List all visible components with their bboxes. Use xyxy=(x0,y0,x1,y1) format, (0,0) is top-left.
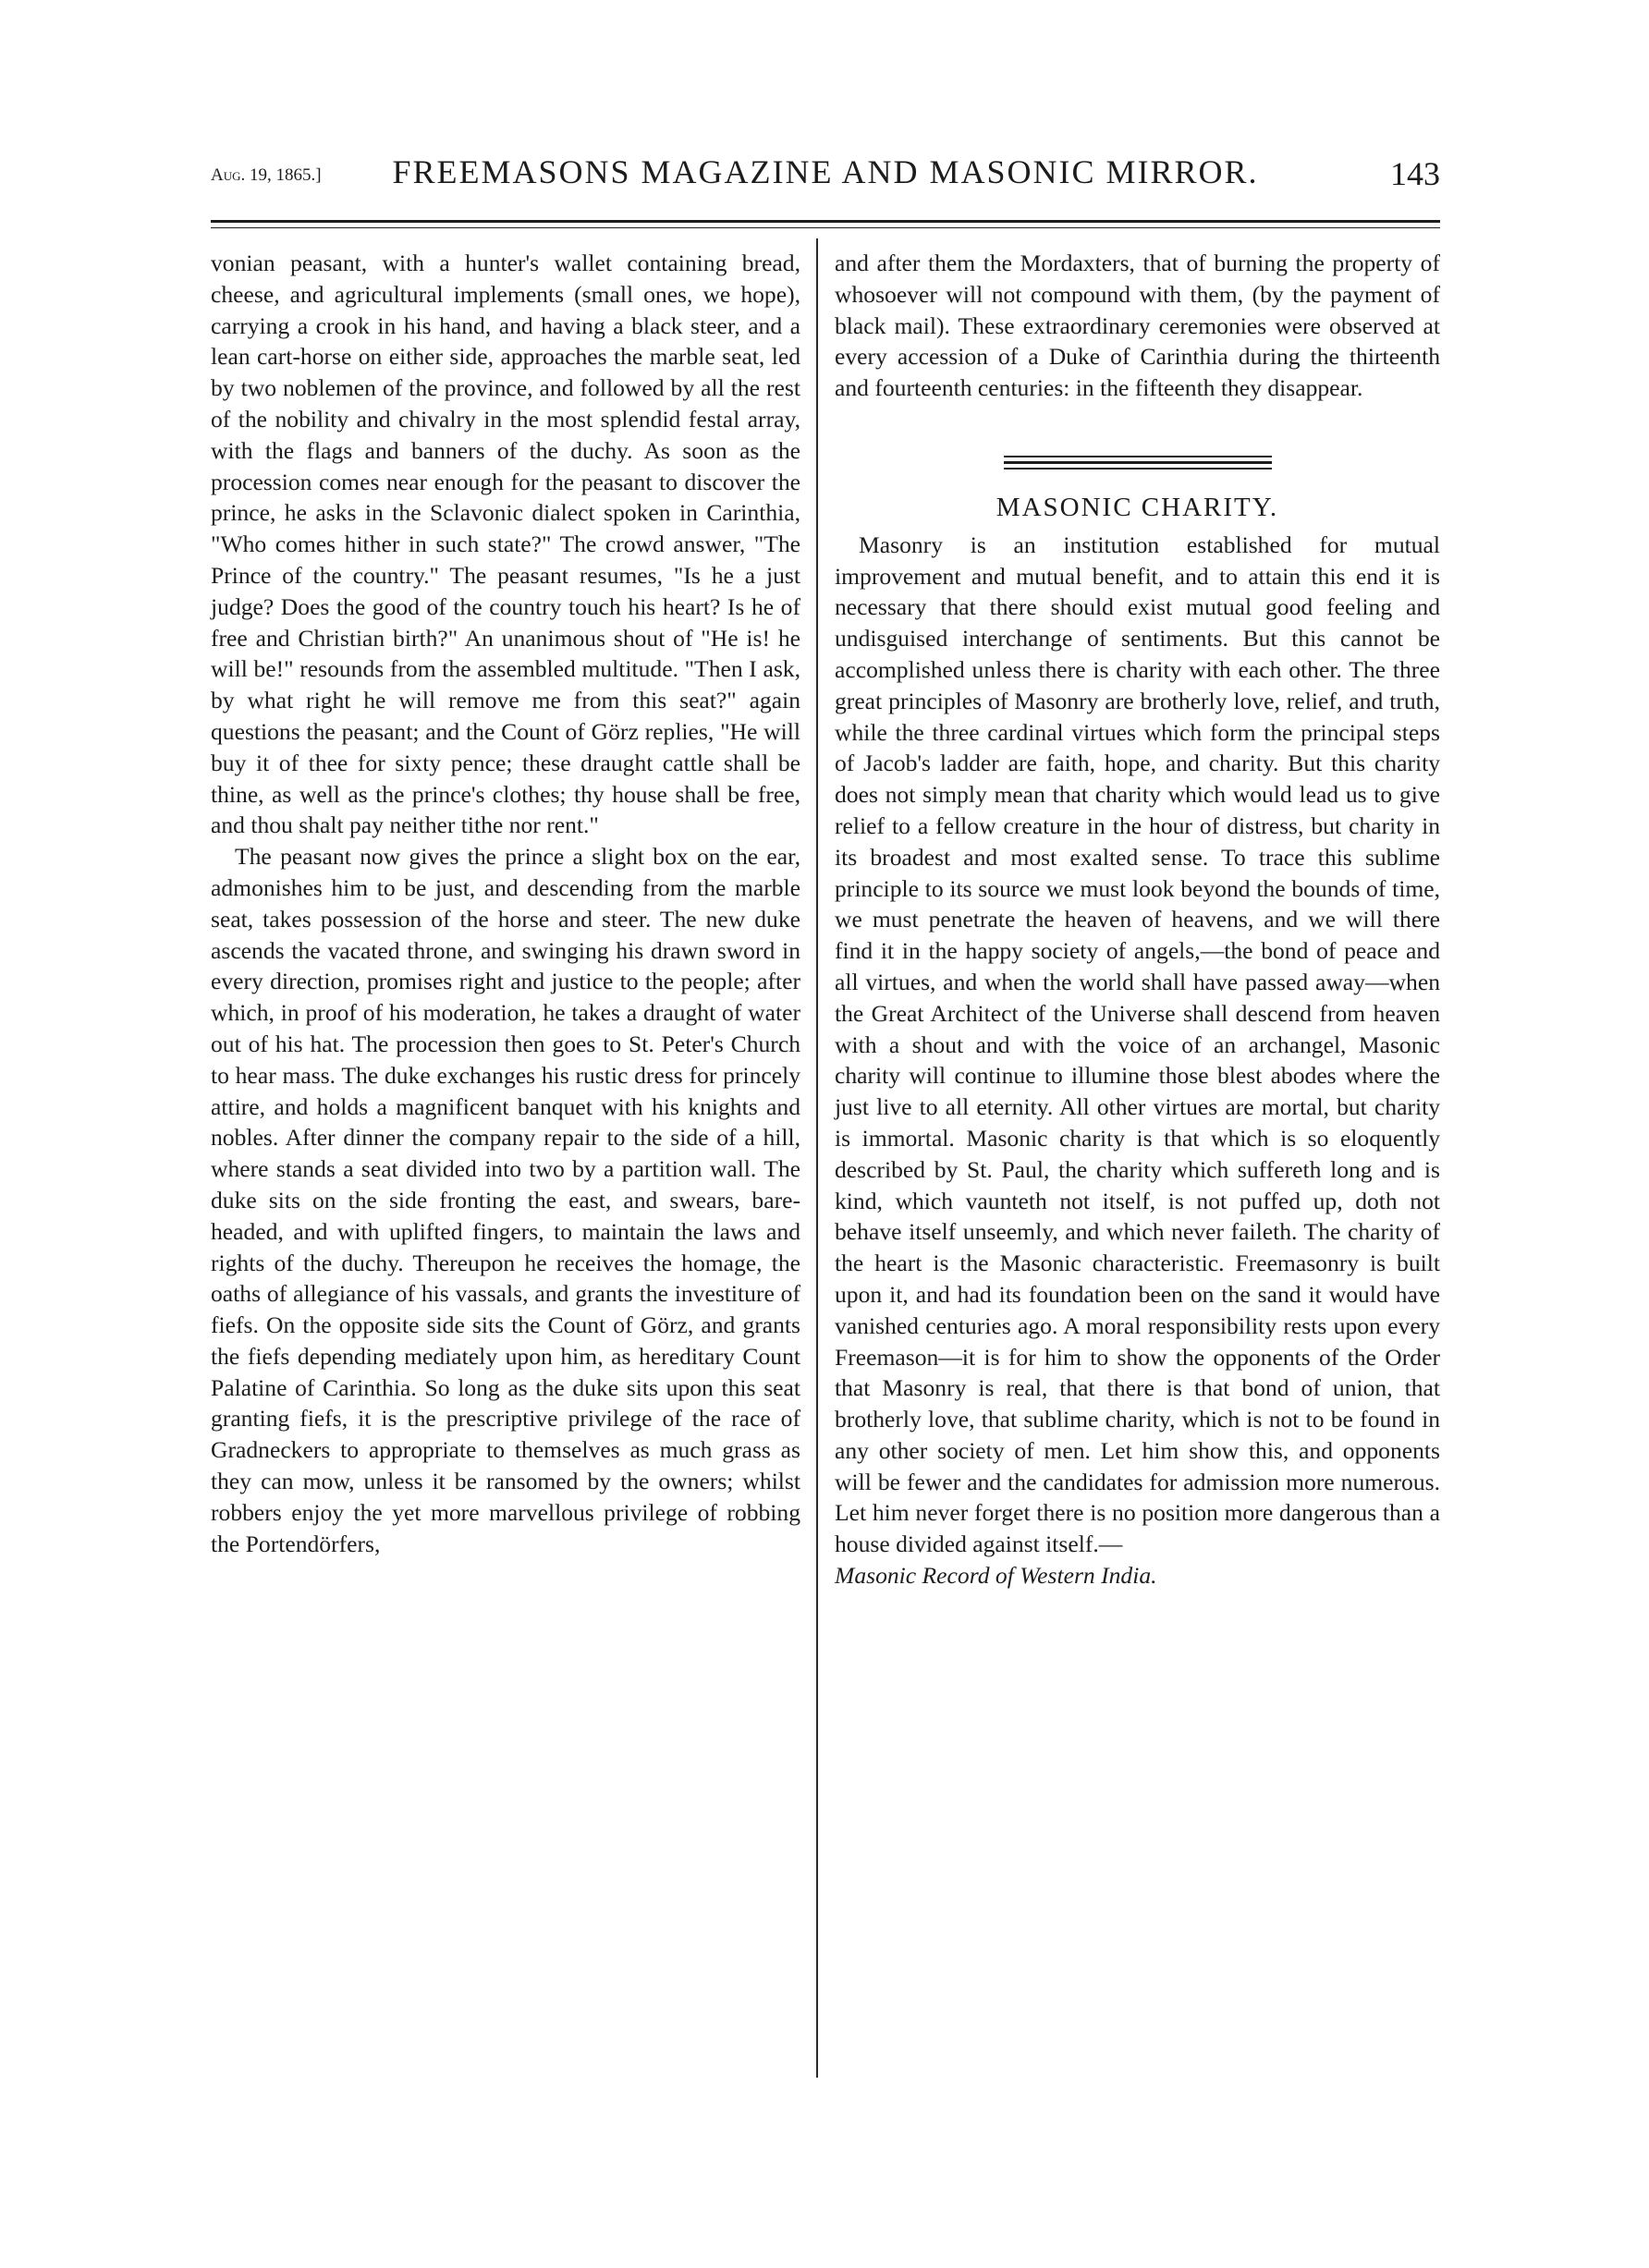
issue-date: Aug. 19, 1865.] xyxy=(211,165,322,185)
section-divider-ornament xyxy=(1004,456,1272,470)
publication-title: FREEMASONS MAGAZINE AND MASONIC MIRROR. xyxy=(392,153,1259,190)
column-divider xyxy=(816,238,818,2078)
article-body: Masonry is an institution established for mutual improvement and mutual benefit, and to attain this end it is necessary that there should exist mutual good feeling and undisguised interchange of sentiments. But this cannot be accomplished unless there is charity with each other. The three great principles of Masonry are brotherly love, relief, and truth, while the three cardinal virtues which form the principal steps of Jacob's ladder are faith, hope, and charity. But this charity does not simply mean that charity which would lead us to give relief to a fellow creature in the hour of distress, but charity in its broadest and most exalted sense. To trace this sublime principle to its source we must look beyond the bounds of time, we must penetrate the heaven of heavens, and we will there find it in the happy society of angels,—the bond of peace and all virtues, and when the world shall have passed away—when the Great Architect of the Universe shall descend from heaven with a shout and with the voice of an archangel, Masonic charity will continue to illumine those blest abodes where the just live to all eternity. All other virtues are mortal, but charity is immortal. Masonic charity is that which is so eloquently described by St. Paul, the charity which suffereth long and is kind, which vaunteth not itself, is not puffed up, doth not behave itself unseemly, and which never faileth. The charity of the heart is the Masonic characteristic. Freemasonry is built upon it, and had its foundation been on the sand it would have vanished centuries ago. A moral responsibility rests upon every Freemason—it is for him to show the opponents of the Order that Masonry is real, that there is that bond of union, that brotherly love, that sublime charity, which is not to be found in any other society of men. Let him show this, and opponents will be fewer and the candidates for admission more numerous. Let him never forget there is no position more dangerous than a house divided against itself.— xyxy=(835,530,1440,1558)
article-paragraph xyxy=(835,530,1440,1591)
header-rule-thin xyxy=(211,227,1440,228)
page-number: 143 xyxy=(1390,155,1440,192)
header-rule-thick xyxy=(211,220,1440,223)
article-source: Masonic Record of Western India. xyxy=(835,1562,1157,1590)
left-column xyxy=(211,248,800,1559)
left-paragraph-2: The peasant now gives the prince a slight box on the ear, admonishes him to be just, and descending from the marble seat, takes possession of the horse and steer. The new duke ascends the vacated throne, and swinging his drawn sword in every direction, promises right and justice to the people; after which, in proof of his moderation, he takes a draught of water out of his hat. The procession then goes to St. Peter's Church to hear mass. The duke exchanges his rustic dress for princely attire, and holds a magnificent banquet with his knights and nobles. After dinner the company repair to the side of a hill, where stands a seat divided into two by a partition wall. The duke sits on the side fronting the east, and swears, bare-headed, and with uplifted fingers, to maintain the laws and rights of the duchy. Thereupon he receives the homage, the oaths of allegiance of his vassals, and grants the investiture of fiefs. On the opposite side sits the Count of Görz, and grants the fiefs depending mediately upon him, as hereditary Count Palatine of Carinthia. So long as the duke sits upon this seat granting fiefs, it is the prescriptive privilege of the race of Gradneckers to appropriate to themselves as much grass as they can mow, unless it be ransomed by the owners; whilst robbers enjoy the yet more marvellous privilege of robbing the Portendörfers, xyxy=(211,843,800,1557)
right-column xyxy=(835,248,1440,1591)
left-paragraph-1: vonian peasant, with a hunter's wallet containing bread, cheese, and agricultural implements (small ones, we hope), carrying a crook in his hand, and having a black steer, and a lean cart-horse on either side, approaches the marble seat, led by two noblemen of the province, and followed by all the rest of the nobility and chivalry in the most splendid festal array, with the flags and banners of the duchy. As soon as the procession comes near enough for the peasant to discover the prince, he asks in the Sclavonic dialect spoken in Carinthia, "Who comes hither in such state?" The crowd answer, "The Prince of the country." The peasant resumes, "Is he a just judge? Does the good of the country touch his heart? Is he of free and Christian birth?" An unanimous shout of "He is! he will be!" resounds from the assembled multitude. "Then I ask, by what right he will remove me from this seat?" again questions the peasant; and the Count of Görz replies, "He will buy it of thee for sixty pence; these draught cattle shall be thine, as well as the prince's clothes; thy house shall be free, and thou shalt pay neither tithe nor rent." xyxy=(211,250,800,839)
section-title: MASONIC CHARITY. xyxy=(996,492,1279,522)
page-header xyxy=(211,152,1440,199)
right-continuation-paragraph: and after them the Mordaxters, that of burning the property of whosoever will not compound with them, (by the payment of black mail). These extraordinary ceremonies were observed at every accession of a Duke of Carinthia during the thirteenth and fourteenth centuries: in the fifteenth they disappear. xyxy=(835,250,1440,402)
